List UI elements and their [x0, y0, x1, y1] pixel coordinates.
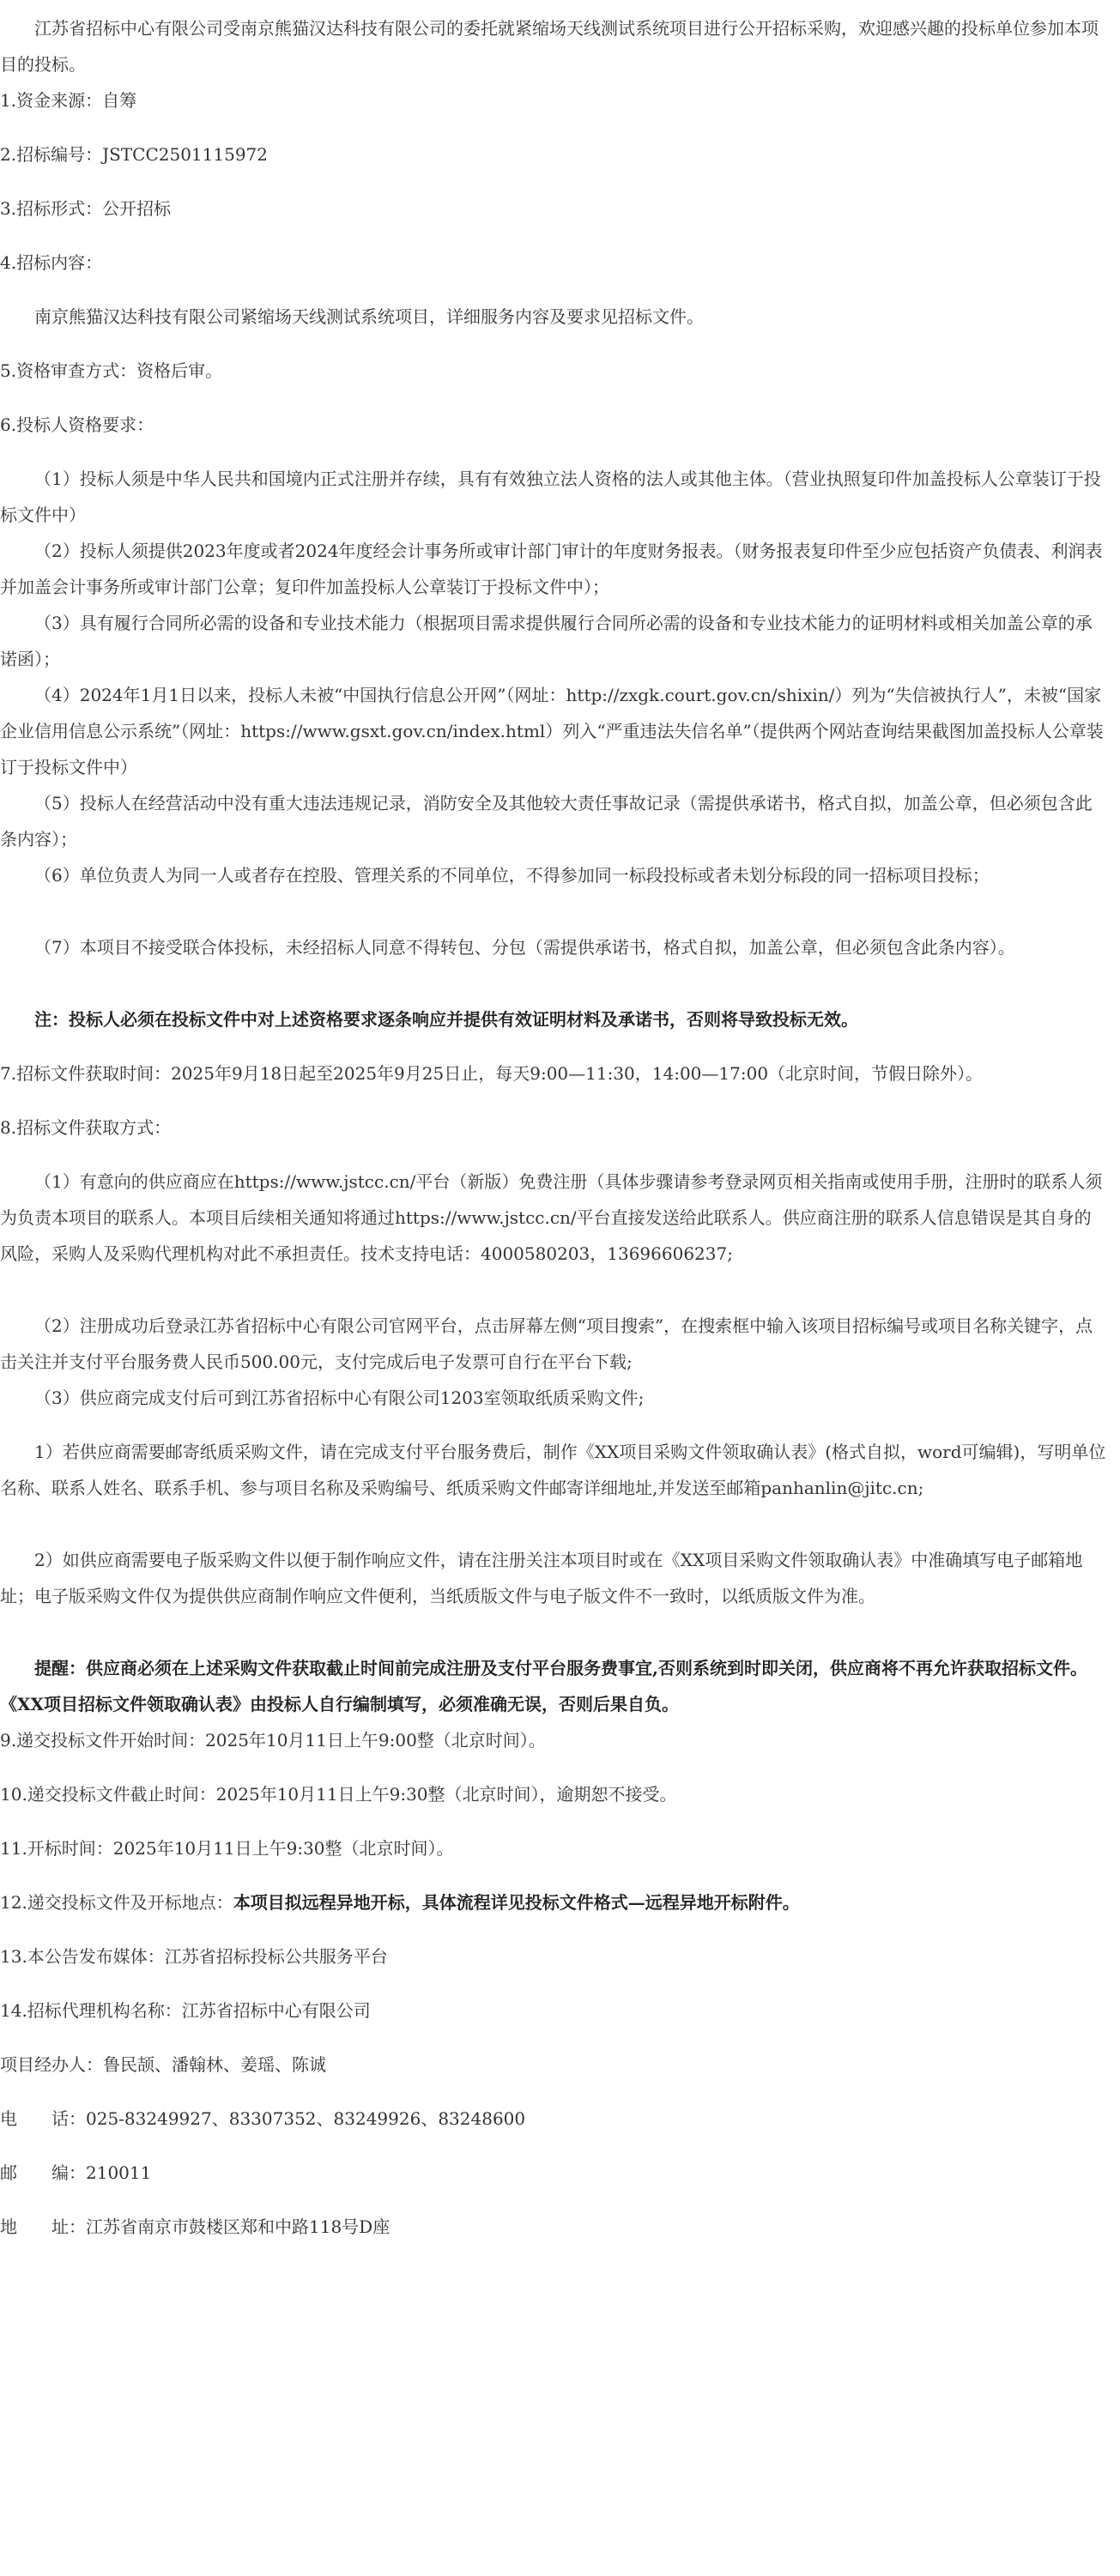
- qualification-item-7: （7）本项目不接受联合体投标，未经招标人同意不得转包、分包（需提供承诺书，格式自拟，加盖公章，但必须包含此条内容）。: [34, 937, 1015, 958]
- qualification-item-3: （3）具有履行合同所必需的设备和专业技术能力（根据项目需求提供履行合同所必需的设备和专业技术能力的证明材料或相关加盖公章的承诺函）；: [0, 613, 1093, 669]
- tender-form: 3.招标形式：公开招标: [0, 198, 172, 219]
- publish-media: 13.本公告发布媒体：江苏省招标投标公共服务平台: [0, 1946, 388, 1967]
- obtain-time: 7.招标文件获取时间：2025年9月18日起至2025年9月25日止，每天9:00—11:30，14:00—17:00（北京时间，节假日除外）。: [0, 1063, 984, 1084]
- submit-place-label: 12.递交投标文件及开标地点：: [0, 1892, 233, 1913]
- submit-place: [0, 1884, 1107, 1920]
- reminder-paragraph: 提醒：供应商必须在上述采购文件获取截止时间前完成注册及支付平台服务费事宜,否则系统到时即关闭，供应商将不再允许获取招标文件。《XX项目招标文件领取确认表》由投标人自行编制填写，必须准确无误，否则后果自负。: [0, 1658, 1087, 1714]
- submit-deadline: 10.递交投标文件截止时间：2025年10月11日上午9:30整（北京时间），逾期恕不接受。: [0, 1784, 677, 1805]
- submit-start-time: 9.递交投标文件开始时间：2025年10月11日上午9:00整（北京时间）。: [0, 1730, 546, 1751]
- qualification-note: 注：投标人必须在投标文件中对上述资格要求逐条响应并提供有效证明材料及承诺书，否则将导致投标无效。: [34, 1009, 858, 1030]
- qualification-item-1: （1）投标人须是中华人民共和国境内正式注册并存续，具有有效独立法人资格的法人或其他主体。（营业执照复印件加盖投标人公章装订于投标文件中）: [0, 469, 1101, 525]
- opening-time: 11.开标时间：2025年10月11日上午9:30整（北京时间）。: [0, 1838, 454, 1859]
- qualification-item-5: （5）投标人在经营活动中没有重大违法违规记录，消防安全及其他较大责任事故记录（需提供承诺书，格式自拟，加盖公章，但必须包含此条内容）；: [0, 793, 1093, 850]
- submit-place-detail: 本项目拟远程异地开标，具体流程详见投标文件格式—远程异地开标附件。: [233, 1892, 800, 1913]
- agency-name: 14.招标代理机构名称：江苏省招标中心有限公司: [0, 2000, 371, 2021]
- obtain-method-3-1: 1）若供应商需要邮寄纸质采购文件，请在完成支付平台服务费后，制作《XX项目采购文件领取确认表》(格式自拟，word可编辑)，写明单位名称、联系人姓名、联系手机、参与项目名称及采购编号、纸质采购文件邮寄详细地址,并发送至邮箱panhanlin@jitc.cn;: [0, 1442, 1106, 1498]
- intro-paragraph: 江苏省招标中心有限公司受南京熊猫汉达科技有限公司的委托就紧缩场天线测试系统项目进行公开招标采购，欢迎感兴趣的投标单位参加本项目的投标。: [0, 18, 1099, 75]
- qualification-item-4: （4）2024年1月1日以来，投标人未被“中国执行信息公开网”（网址：http://zxgk.court.gov.cn/shixin/）列为“失信被执行人”，未被“国家企业信用信息公示系统”（网址：https://www.gsxt.gov.cn/index.html）列入“严重违法失信名单”（提供两个网站查询结果截图加盖投标人公章装订于投标文件中）: [0, 685, 1104, 777]
- project-managers: 项目经办人：鲁民颉、潘翰林、姜瑶、陈诚: [0, 2054, 326, 2075]
- obtain-method-3-2: 2）如供应商需要电子版采购文件以便于制作响应文件，请在注册关注本项目时或在《XX项目采购文件领取确认表》中准确填写电子邮箱地址；电子版采购文件仅为提供供应商制作响应文件便利，当纸质版文件与电子版文件不一致时，以纸质版文件为准。: [0, 1550, 1083, 1606]
- contact-phone: 电 话：025-83249927、83307352、83249926、83248600: [0, 2108, 526, 2129]
- funding-source: 1.资金来源：自筹: [0, 90, 137, 111]
- obtain-method-1: （1）有意向的供应商应在https://www.jstcc.cn/平台（新版）免费注册（具体步骤请参考登录网页相关指南或使用手册，注册时的联系人须为负责本项目的联系人。本项目后续相关通知将通过https://www.jstcc.cn/平台直接发送给此联系人。供应商注册的联系人信息错误是其自身的风险，采购人及采购代理机构对此不承担责任。技术支持电话：4000580203，13696606237;: [0, 1171, 1103, 1264]
- tender-content-label: 4.招标内容：: [0, 252, 103, 273]
- qualification-label: 6.投标人资格要求：: [0, 414, 154, 435]
- postal-code: 邮 编：210011: [0, 2162, 152, 2183]
- qualification-item-6: （6）单位负责人为同一人或者存在控股、管理关系的不同单位，不得参加同一标段投标或者未划分标段的同一招标项目投标；: [34, 865, 990, 886]
- qualification-review: 5.资格审查方式：资格后审。: [0, 360, 223, 381]
- obtain-method-label: 8.招标文件获取方式：: [0, 1117, 172, 1138]
- obtain-method-3: （3）供应商完成支付后可到江苏省招标中心有限公司1203室领取纸质采购文件;: [34, 1388, 645, 1408]
- contact-address: 地 址：江苏省南京市鼓楼区郑和中路118号D座: [0, 2216, 390, 2237]
- tender-number: 2.招标编号：JSTCC2501115972: [0, 144, 268, 165]
- qualification-item-2: （2）投标人须提供2023年度或者2024年度经会计事务所或审计部门审计的年度财务报表。（财务报表复印件至少应包括资产负债表、利润表并加盖会计事务所或审计部门公章；复印件加盖投标人公章装订于投标文件中）；: [0, 541, 1103, 597]
- tender-content-text: 南京熊猫汉达科技有限公司紧缩场天线测试系统项目，详细服务内容及要求见招标文件。: [34, 306, 704, 327]
- obtain-method-2: （2）注册成功后登录江苏省招标中心有限公司官网平台，点击屏幕左侧“项目搜索”，在搜索框中输入该项目招标编号或项目名称关键字，点击关注并支付平台服务费人民币500.00元，支付完成后电子发票可自行在平台下载;: [0, 1315, 1093, 1372]
